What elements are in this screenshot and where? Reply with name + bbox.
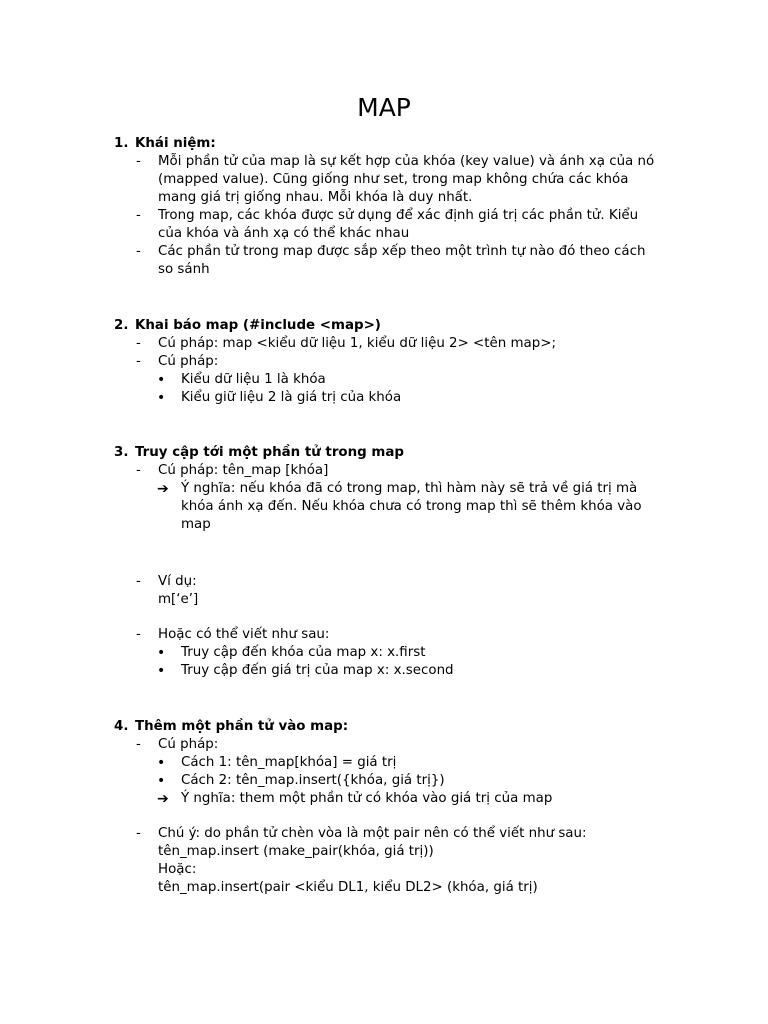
dash-marker: -: [136, 737, 141, 752]
arrow-item-line: Ý nghĩa: nếu khóa đã có trong map, thì hàm này sẽ trả về giá trị mà: [181, 481, 638, 496]
bullet-marker: •: [157, 372, 166, 388]
section-title: Khai báo map (#include <map>): [135, 318, 381, 333]
section-2-heading: [114, 317, 381, 335]
dash-marker: -: [136, 826, 141, 841]
list-line: Mỗi phần tử của map là sự kết hợp của khóa (key value) và ánh xạ của nó: [158, 154, 655, 169]
section-title: Thêm một phần tử vào map:: [135, 719, 349, 734]
section-4-heading: [114, 718, 348, 736]
bullet-item: Truy cập đến giá trị của map x: x.second: [181, 663, 454, 678]
dash-marker: -: [136, 336, 141, 351]
note-line: tên_map.insert(pair <kiểu DL1, kiểu DL2> (khóa, giá trị): [158, 880, 538, 895]
bullet-item: Cách 1: tên_map[khóa] = giá trị: [181, 755, 397, 770]
dash-marker: -: [136, 463, 141, 478]
note-line: Hoặc:: [158, 862, 197, 877]
section-3-heading: [114, 444, 404, 462]
list-line: Các phần tử trong map được sắp xếp theo một trình tự nào đó theo cách: [158, 244, 646, 259]
arrow-right-icon: ➔: [157, 791, 169, 807]
bullet-marker: •: [157, 755, 166, 771]
dash-marker: -: [136, 574, 141, 589]
section-number: 1.: [114, 136, 129, 151]
arrow-item-line: map: [181, 517, 211, 532]
section-number: 4.: [114, 719, 129, 734]
bullet-marker: •: [157, 645, 166, 661]
list-line: (mapped value). Cũng giống như set, trong map không chứa các khóa: [158, 172, 629, 187]
bullet-item: Kiểu dữ liệu 1 là khóa: [181, 372, 326, 387]
list-line: mang giá trị giống nhau. Mỗi khóa là duy nhất.: [158, 190, 473, 205]
section-1-heading: [114, 135, 216, 153]
section-title: Truy cập tới một phần tử trong map: [135, 445, 404, 460]
example-code: m[‘e’]: [158, 592, 199, 607]
bullet-marker: •: [157, 390, 166, 406]
bullet-marker: •: [157, 773, 166, 789]
dash-marker: -: [136, 354, 141, 369]
arrow-right-icon: ➔: [157, 481, 169, 497]
note-line: tên_map.insert (make_pair(khóa, giá trị)): [158, 844, 434, 859]
dash-marker: -: [136, 154, 141, 169]
arrow-item-line: khóa ánh xạ đến. Nếu khóa chưa có trong map thì sẽ thêm khóa vào: [181, 499, 642, 514]
example-label: Ví dụ:: [158, 574, 197, 589]
list-line: Cú pháp:: [158, 737, 219, 752]
bullet-marker: •: [157, 663, 166, 679]
list-line: Cú pháp:: [158, 354, 219, 369]
bullet-item: Kiểu giữ liệu 2 là giá trị của khóa: [181, 390, 402, 405]
list-line: Cú pháp: tên_map [khóa]: [158, 463, 329, 478]
dash-marker: -: [136, 208, 141, 223]
dash-marker: -: [136, 627, 141, 642]
dash-marker: -: [136, 244, 141, 259]
list-line: so sánh: [158, 262, 210, 277]
arrow-item-line: Ý nghĩa: them một phần tử có khóa vào giá trị của map: [181, 791, 553, 806]
list-line: Trong map, các khóa được sử dụng để xác định giá trị các phần tử. Kiểu: [158, 208, 639, 223]
bullet-item: Truy cập đến khóa của map x: x.first: [181, 645, 426, 660]
section-number: 3.: [114, 445, 129, 460]
section-number: 2.: [114, 318, 129, 333]
list-line: Hoặc có thể viết như sau:: [158, 627, 330, 642]
bullet-item: Cách 2: tên_map.insert({khóa, giá trị}): [181, 773, 445, 788]
note-line: Chú ý: do phần tử chèn vòa là một pair nên có thể viết như sau:: [158, 826, 587, 841]
page-title: MAP: [357, 93, 411, 122]
list-line: Cú pháp: map <kiểu dữ liệu 1, kiểu dữ liệu 2> <tên map>;: [158, 336, 556, 351]
list-line: của khóa và ánh xạ có thể khác nhau: [158, 226, 410, 241]
section-title: Khái niệm:: [135, 136, 216, 151]
